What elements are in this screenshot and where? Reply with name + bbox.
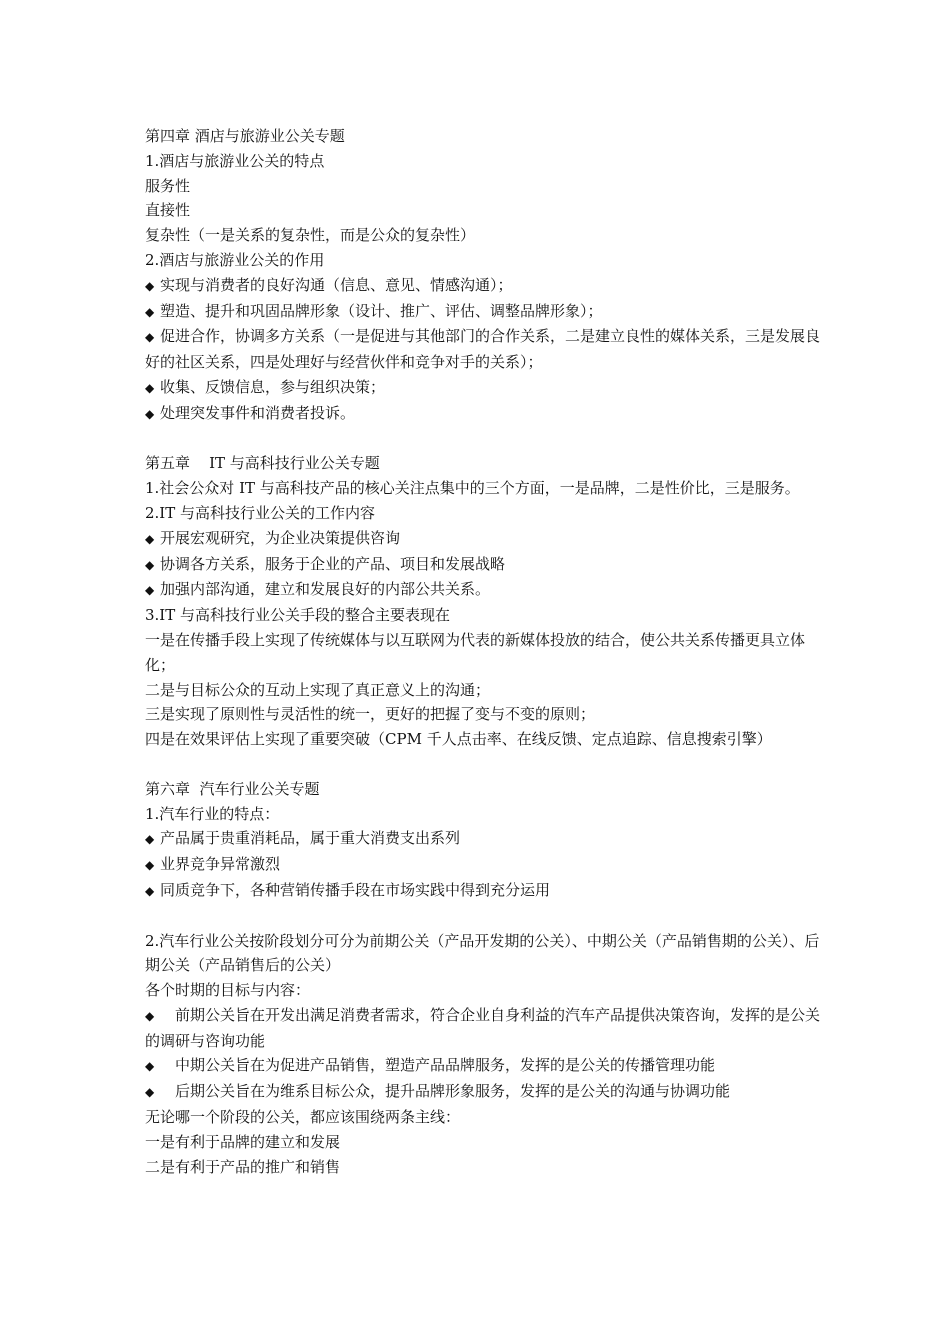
diamond-bullet-icon: ◆ xyxy=(145,583,155,598)
diamond-bullet-icon: ◆ xyxy=(145,883,155,898)
trait-text: 产品属于贵重消耗品，属于重大消费支出系列 xyxy=(160,829,461,848)
chapter5-work-item xyxy=(145,552,825,578)
diamond-bullet-icon: ◆ xyxy=(145,278,155,293)
chapter5-paragraph-1: 1.社会公众对 IT 与高科技产品的核心关注点集中的三个方面，一是品牌，二是性价比，三是服务。 xyxy=(145,479,800,498)
chapter4-title: 第四章 酒店与旅游业公关专题 xyxy=(145,127,345,145)
spacer xyxy=(145,752,825,777)
spacer xyxy=(145,904,825,929)
role-text: 塑造、提升和巩固品牌形象（设计、推广、评估、调整品牌形象）； xyxy=(160,301,603,320)
role-text: 收集、反馈信息，参与组织决策； xyxy=(160,377,386,396)
work-text: 协调各方关系，服务于企业的产品、项目和发展战略 xyxy=(160,554,506,573)
diamond-bullet-icon: ◆ xyxy=(145,1059,155,1074)
chapter6-mainline-item: 二是有利于产品的推广和销售 xyxy=(145,1157,341,1176)
role-text: 处理突发事件和消费者投诉。 xyxy=(160,403,356,422)
chapter5-heading-2: 2.IT 与高科技行业公关的工作内容 xyxy=(145,503,376,522)
chapter5-integration-item: 二是与目标公众的互动上实现了真正意义上的沟通； xyxy=(145,680,491,699)
diamond-bullet-icon: ◆ xyxy=(145,858,155,873)
chapter6-goals-heading: 各个时期的目标与内容： xyxy=(145,981,311,1000)
chapter5-work-item xyxy=(145,526,825,552)
chapter4-trait: 服务性 xyxy=(145,176,191,195)
diamond-bullet-icon: ◆ xyxy=(145,531,155,546)
chapter4-role-item xyxy=(145,299,825,325)
role-text: 促进合作，协调多方关系（一是促进与其他部门的合作关系，二是建立良性的媒体关系，三是发展良好的社区关系，四是处理好与经营伙伴和竞争对手的关系）； xyxy=(145,327,821,372)
stage-text: 前期公关旨在开发出满足消费者需求，符合企业自身利益的汽车产品提供决策咨询，发挥的是公关的调研与咨询功能 xyxy=(145,1005,821,1050)
chapter6-title: 第六章 汽车行业公关专题 xyxy=(145,779,320,798)
diamond-bullet-icon: ◆ xyxy=(145,557,155,572)
chapter4-trait: 复杂性（一是关系的复杂性，而是公众的复杂性） xyxy=(145,226,476,245)
spacer xyxy=(145,427,825,452)
diamond-bullet-icon: ◆ xyxy=(145,406,155,421)
trait-text: 同质竞争下，各种营销传播手段在市场实践中得到充分运用 xyxy=(160,880,551,899)
chapter6-mainline-item: 一是有利于品牌的建立和发展 xyxy=(145,1132,341,1151)
chapter6-stage-item xyxy=(145,1079,825,1105)
chapter6-trait-item xyxy=(145,852,825,878)
chapter6-mainlines-heading: 无论哪一个阶段的公关，都应该围绕两条主线： xyxy=(145,1108,461,1127)
document-page xyxy=(145,124,825,1179)
chapter6-stage-item xyxy=(145,1053,825,1079)
chapter4-role-item xyxy=(145,375,825,401)
role-text: 实现与消费者的良好沟通（信息、意见、情感沟通）； xyxy=(160,275,513,294)
diamond-bullet-icon: ◆ xyxy=(145,330,155,345)
work-text: 加强内部沟通，建立和发展良好的内部公共关系。 xyxy=(160,580,491,599)
chapter4-heading-2: 2.酒店与旅游业公关的作用 xyxy=(145,250,325,269)
chapter5-heading-3: 3.IT 与高科技行业公关手段的整合主要表现在 xyxy=(145,606,451,625)
stage-text: 后期公关旨在为维系目标公众，提升品牌形象服务，发挥的是公关的沟通与协调功能 xyxy=(175,1082,731,1101)
diamond-bullet-icon: ◆ xyxy=(145,832,155,847)
chapter4-heading-1: 1.酒店与旅游业公关的特点 xyxy=(145,151,325,170)
diamond-bullet-icon: ◆ xyxy=(145,304,155,319)
chapter5-integration-item: 一是在传播手段上实现了传统媒体与以互联网为代表的新媒体投放的结合，使公共关系传播更具立体化； xyxy=(145,630,806,674)
diamond-bullet-icon: ◆ xyxy=(145,1085,155,1100)
chapter5-integration-item: 四是在效果评估上实现了重要突破（CPM 千人点击率、在线反馈、定点追踪、信息搜索引擎） xyxy=(145,730,772,749)
chapter6-trait-item xyxy=(145,826,825,852)
work-text: 开展宏观研究，为企业决策提供咨询 xyxy=(160,528,401,547)
diamond-bullet-icon: ◆ xyxy=(145,380,155,395)
diamond-bullet-icon: ◆ xyxy=(145,1008,155,1023)
chapter6-paragraph-2: 2.汽车行业公关按阶段划分可分为前期公关（产品开发期的公关）、中期公关（产品销售期的公关）、后期公关（产品销售后的公关） xyxy=(145,931,820,975)
chapter6-heading-1: 1.汽车行业的特点： xyxy=(145,804,280,823)
chapter5-integration-item: 三是实现了原则性与灵活性的统一，更好的把握了变与不变的原则； xyxy=(145,705,596,724)
chapter5-title: 第五章 IT 与高科技行业公关专题 xyxy=(145,454,380,473)
chapter4-role-item xyxy=(145,401,825,427)
chapter5-work-item xyxy=(145,577,825,603)
chapter4-trait: 直接性 xyxy=(145,201,191,220)
trait-text: 业界竞争异常激烈 xyxy=(160,855,281,874)
chapter4-role-item xyxy=(145,273,825,299)
chapter6-stage-item xyxy=(145,1003,825,1054)
chapter6-trait-item xyxy=(145,878,825,904)
chapter4-role-item xyxy=(145,324,825,375)
stage-text: 中期公关旨在为促进产品销售，塑造产品品牌服务，发挥的是公关的传播管理功能 xyxy=(175,1056,716,1075)
